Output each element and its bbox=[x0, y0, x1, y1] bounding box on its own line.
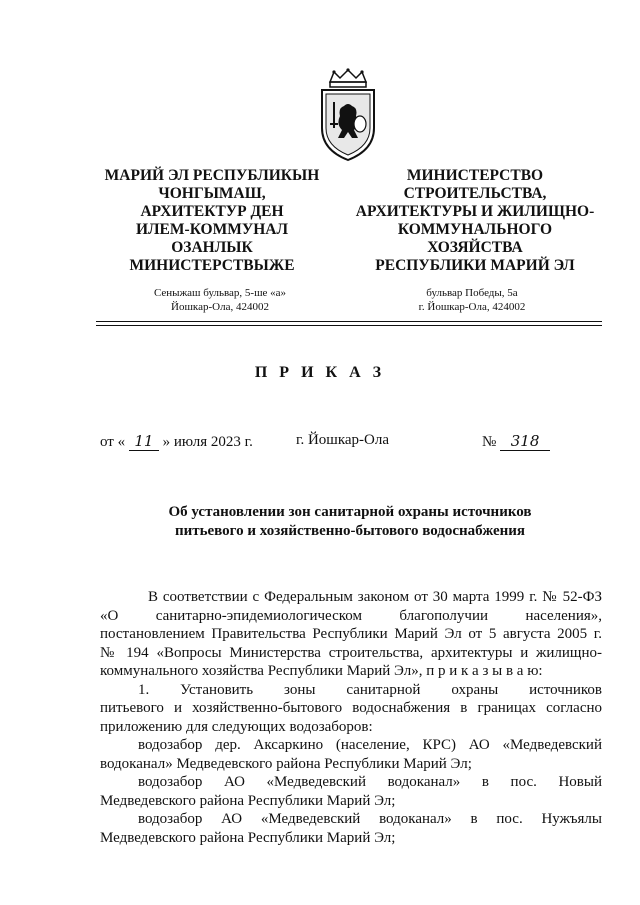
body-line: Медведевского района Республики Марий Эл; bbox=[100, 829, 396, 846]
address-right-line: бульвар Победы, 5а bbox=[426, 287, 518, 299]
header-right-line: АРХИТЕКТУРЫ И ЖИЛИЩНО- bbox=[355, 203, 595, 220]
body-line: постановлением Правительства Республики Марий Эл от 5 августа 2005 г. bbox=[100, 626, 602, 642]
date-day-handwritten: 11 bbox=[129, 432, 159, 451]
header-left-line: ОЗАНЛЫК bbox=[171, 239, 253, 256]
header-left-line: МАРИЙ ЭЛ РЕСПУБЛИКЫН bbox=[104, 167, 320, 184]
header-divider bbox=[96, 321, 602, 322]
body-line: 1. Установить зоны санитарной охраны источников bbox=[138, 681, 602, 698]
date-prefix: от « bbox=[100, 434, 126, 450]
body-line: коммунального хозяйства Республики Марий Эл», п р и к а з ы в а ю: bbox=[100, 663, 543, 679]
date-suffix: » июля 2023 г. bbox=[162, 434, 253, 450]
header-right-line: РЕСПУБЛИКИ МАРИЙ ЭЛ bbox=[375, 257, 575, 274]
address-right bbox=[372, 286, 572, 314]
address-left bbox=[120, 286, 320, 314]
number-value-handwritten: 318 bbox=[500, 432, 550, 451]
body-line: водозабор АО «Медведевский водоканал» в пос. Новый bbox=[138, 774, 602, 790]
document-type-title: П Р И К А З bbox=[254, 364, 386, 381]
document-number bbox=[482, 432, 550, 451]
document-body bbox=[100, 588, 602, 847]
body-line: водоканал» Медведевского района Республики Марий Эл; bbox=[100, 755, 472, 772]
coat-of-arms-emblem bbox=[318, 68, 378, 164]
header-right-line: ХОЗЯЙСТВА bbox=[427, 239, 523, 256]
address-left-line: Йошкар-Ола, 424002 bbox=[171, 301, 269, 313]
document-date bbox=[100, 432, 253, 451]
header-left-line: ИЛЕМ-КОММУНАЛ bbox=[135, 221, 289, 238]
header-right-line: КОММУНАЛЬНОГО bbox=[397, 221, 553, 238]
header-right-line: МИНИСТЕРСТВО bbox=[406, 167, 544, 184]
header-left-line: МИНИСТЕРСТВЫЖЕ bbox=[129, 257, 295, 274]
body-line: водозабор АО «Медведевский водоканал» в пос. Нужъялы bbox=[138, 811, 602, 827]
body-line: Медведевского района Республики Марий Эл; bbox=[100, 792, 396, 809]
address-right-line: г. Йошкар-Ола, 424002 bbox=[418, 301, 526, 313]
body-line: «О санитарно-эпидемиологическом благополучии населения», bbox=[100, 607, 602, 624]
body-line: № 194 «Вопросы Министерства строительства, архитектуры и жилищно- bbox=[100, 644, 602, 661]
header-divider-second bbox=[96, 325, 602, 326]
header-right-ministry-name bbox=[350, 167, 600, 275]
subject-line: Об установлении зон санитарной охраны источников bbox=[168, 504, 532, 520]
address-left-line: Сеныжаш бульвар, 5-ше «а» bbox=[153, 287, 287, 299]
body-line: В соответствии с Федеральным законом от 30 марта 1999 г. № 52-ФЗ bbox=[148, 589, 602, 605]
body-line: питьевого и хозяйственно-бытового водоснабжения в границах согласно bbox=[100, 700, 602, 716]
document-subject bbox=[100, 503, 600, 541]
number-label: № bbox=[482, 434, 497, 450]
document-city: г. Йошкар-Ола bbox=[296, 432, 390, 448]
header-left-line: ЧОНГЫМАШ, bbox=[158, 185, 266, 202]
body-line: водозабор дер. Аксаркино (население, КРС) АО «Медведевский bbox=[138, 737, 602, 753]
header-left-line: АРХИТЕКТУР ДЕН bbox=[140, 203, 284, 220]
header-left-ministry-name bbox=[92, 167, 332, 275]
header-right-line: СТРОИТЕЛЬСТВА, bbox=[403, 185, 547, 202]
body-line: приложению для следующих водозаборов: bbox=[100, 718, 373, 735]
subject-line: питьевого и хозяйственно-бытового водоснабжения bbox=[174, 523, 526, 539]
